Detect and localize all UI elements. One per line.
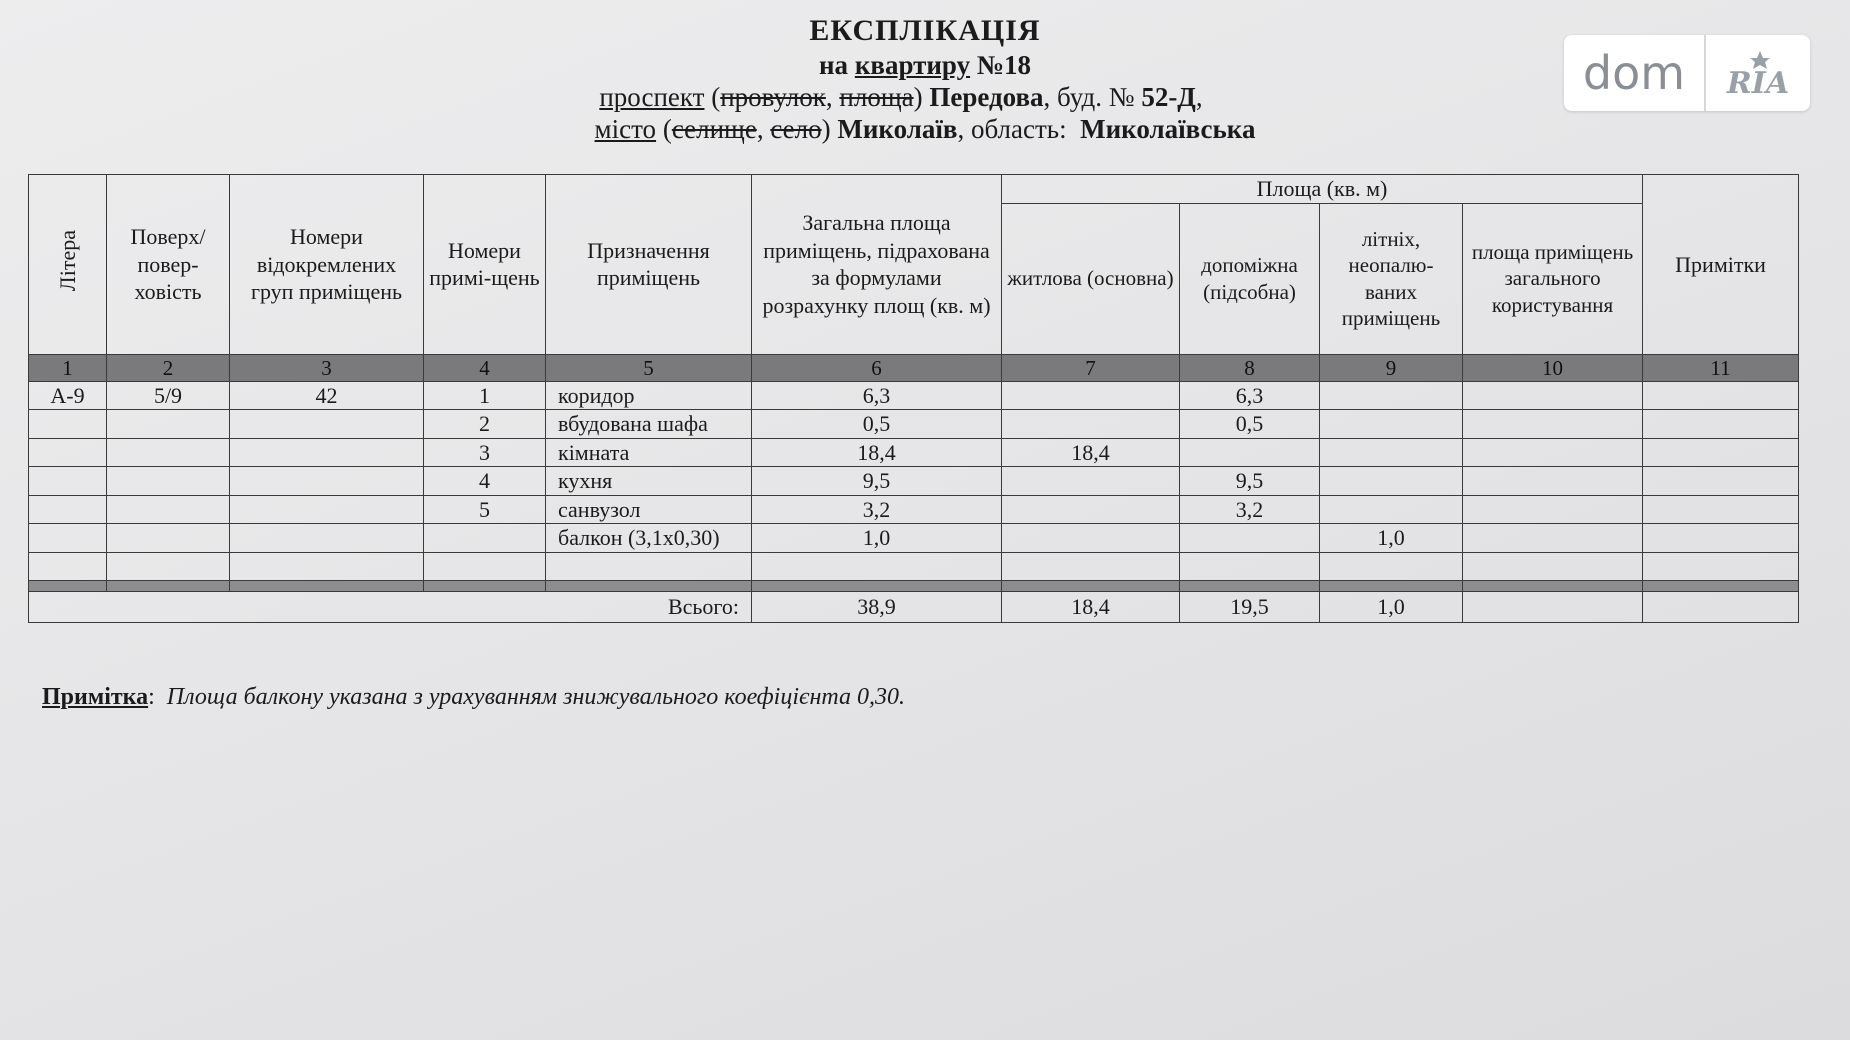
total-row [29, 591, 1799, 622]
cell-room-number: 3 [424, 438, 546, 467]
city-paren-open: ( [662, 114, 672, 144]
cell-common [1463, 552, 1643, 580]
cell-group: 42 [230, 381, 424, 410]
cell-notes [1643, 524, 1799, 553]
cell-floor [107, 495, 230, 524]
cell-notes [1643, 438, 1799, 467]
cell-total-area [752, 552, 1002, 580]
col-number: 1 [29, 354, 107, 381]
building-number: 52-Д [1141, 82, 1196, 112]
paren-close: ) [913, 82, 923, 112]
cell-litera [29, 524, 107, 553]
cell-group [230, 552, 424, 580]
cell-room-number [424, 552, 546, 580]
total-living: 18,4 [1002, 591, 1180, 622]
apartment-label: квартиру [854, 50, 971, 80]
cell-floor [107, 410, 230, 439]
cell-purpose: коридор [546, 381, 752, 410]
city-name: Миколаїв [837, 114, 958, 144]
column-number-row [29, 354, 1799, 381]
note-colon: : [148, 684, 155, 710]
cell-notes [1643, 410, 1799, 439]
cell-litera [29, 552, 107, 580]
city-alt-2: село [770, 114, 822, 144]
table-row [29, 524, 1799, 553]
street-type: проспект [599, 82, 705, 112]
cell-summer: 1,0 [1320, 524, 1463, 553]
cell-living [1002, 410, 1180, 439]
cell-group [230, 410, 424, 439]
cell-notes [1643, 495, 1799, 524]
ria-star-icon [1712, 45, 1804, 101]
paren-open: ( [711, 82, 721, 112]
col-header-room-numbers: Номери примі-щень [424, 175, 546, 355]
table-row [29, 381, 1799, 410]
logo-ria-mark [1706, 45, 1810, 101]
cell-room-number: 2 [424, 410, 546, 439]
cell-total-area: 18,4 [752, 438, 1002, 467]
building-end: , [1195, 82, 1203, 112]
table-separator-row [29, 580, 1799, 591]
cell-common [1463, 495, 1643, 524]
cell-auxiliary [1180, 524, 1320, 553]
cell-room-number: 4 [424, 467, 546, 496]
col-number: 7 [1002, 354, 1180, 381]
cell-room-number: 5 [424, 495, 546, 524]
cell-summer [1320, 381, 1463, 410]
cell-common [1463, 524, 1643, 553]
city-alt-1: селище [671, 114, 757, 144]
apartment-prefix: на [819, 50, 849, 80]
address-street-line [0, 82, 1826, 113]
cell-floor [107, 438, 230, 467]
total-notes [1643, 591, 1799, 622]
cell-auxiliary [1180, 438, 1320, 467]
table-row [29, 438, 1799, 467]
col-header-litera: Літера [29, 175, 107, 355]
cell-summer [1320, 410, 1463, 439]
cell-litera: А-9 [29, 381, 107, 410]
cell-common [1463, 381, 1643, 410]
cell-purpose: санвузол [546, 495, 752, 524]
cell-living [1002, 381, 1180, 410]
cell-total-area: 6,3 [752, 381, 1002, 410]
cell-living [1002, 524, 1180, 553]
cell-notes [1643, 467, 1799, 496]
col-header-living: житлова (основна) [1002, 203, 1180, 354]
cell-purpose: вбудована шафа [546, 410, 752, 439]
cell-room-number: 1 [424, 381, 546, 410]
cell-purpose [546, 552, 752, 580]
cell-notes [1643, 552, 1799, 580]
col-number: 10 [1463, 354, 1643, 381]
cell-auxiliary [1180, 552, 1320, 580]
note-label: Примітка [42, 684, 149, 710]
cell-summer [1320, 467, 1463, 496]
city-paren-close: ) [821, 114, 831, 144]
col-header-total-area: Загальна площа приміщень, підрахована за формулами розрахунку площ (кв. м) [752, 175, 1002, 355]
cell-floor [107, 524, 230, 553]
cell-living [1002, 552, 1180, 580]
street-alt-2: площа [839, 82, 914, 112]
table-row [29, 552, 1799, 580]
col-header-area-group: Площа (кв. м) [1002, 175, 1643, 204]
col-number: 6 [752, 354, 1002, 381]
footnote [42, 684, 905, 711]
table-row [29, 410, 1799, 439]
cell-notes [1643, 381, 1799, 410]
cell-group [230, 495, 424, 524]
comma: , [825, 82, 833, 112]
cell-total-area: 0,5 [752, 410, 1002, 439]
region-label: , область: [957, 114, 1067, 144]
col-header-auxiliary: допоміжна (підсобна) [1180, 203, 1320, 354]
cell-purpose: балкон (3,1х0,30) [546, 524, 752, 553]
total-area: 38,9 [752, 591, 1002, 622]
col-header-groups: Номери відокремлених груп приміщень [230, 175, 424, 355]
note-text: Площа балкону указана з урахуванням знижувального коефіцієнта 0,30. [166, 684, 905, 710]
col-header-summer: літніх, неопалю-ваних приміщень [1320, 203, 1463, 354]
cell-floor [107, 552, 230, 580]
col-number: 4 [424, 354, 546, 381]
cell-litera [29, 438, 107, 467]
building-label: , буд. № [1043, 82, 1142, 112]
table-row [29, 467, 1799, 496]
cell-floor: 5/9 [107, 381, 230, 410]
cell-auxiliary: 9,5 [1180, 467, 1320, 496]
cell-group [230, 438, 424, 467]
col-number: 9 [1320, 354, 1463, 381]
cell-group [230, 467, 424, 496]
region-name: Миколаївська [1080, 114, 1256, 144]
cell-litera [29, 495, 107, 524]
cell-purpose: кухня [546, 467, 752, 496]
city-type: місто [594, 114, 657, 144]
apartment-number: №18 [976, 50, 1031, 80]
address-city-line [0, 114, 1850, 145]
col-header-common: площа приміщень загального користування [1463, 203, 1643, 354]
cell-room-number [424, 524, 546, 553]
cell-total-area: 3,2 [752, 495, 1002, 524]
cell-living: 18,4 [1002, 438, 1180, 467]
total-common [1463, 591, 1643, 622]
street-alt-1: провулок [720, 82, 826, 112]
total-auxiliary: 19,5 [1180, 591, 1320, 622]
cell-common [1463, 438, 1643, 467]
cell-common [1463, 410, 1643, 439]
cell-summer [1320, 495, 1463, 524]
cell-litera [29, 467, 107, 496]
col-header-notes: Примітки [1643, 175, 1799, 355]
cell-living [1002, 467, 1180, 496]
logo-dom-text: dom [1582, 46, 1686, 100]
table-row [29, 495, 1799, 524]
cell-auxiliary: 3,2 [1180, 495, 1320, 524]
cell-group [230, 524, 424, 553]
col-number: 11 [1643, 354, 1799, 381]
cell-auxiliary: 0,5 [1180, 410, 1320, 439]
col-number: 3 [230, 354, 424, 381]
cell-total-area: 1,0 [752, 524, 1002, 553]
col-number: 5 [546, 354, 752, 381]
dom-ria-logo [1564, 35, 1810, 111]
cell-summer [1320, 552, 1463, 580]
svg-text:RIA: RIA [1726, 66, 1790, 101]
col-number: 2 [107, 354, 230, 381]
col-number: 8 [1180, 354, 1320, 381]
cell-summer [1320, 438, 1463, 467]
cell-purpose: кімната [546, 438, 752, 467]
total-summer: 1,0 [1320, 591, 1463, 622]
cell-common [1463, 467, 1643, 496]
cell-litera [29, 410, 107, 439]
cell-auxiliary: 6,3 [1180, 381, 1320, 410]
col-header-floor: Поверх/ повер-ховість [107, 175, 230, 355]
explication-table [28, 174, 1798, 623]
total-label: Всього: [29, 591, 752, 622]
cell-floor [107, 467, 230, 496]
street-name: Передова [929, 82, 1044, 112]
cell-living [1002, 495, 1180, 524]
city-comma: , [756, 114, 764, 144]
cell-total-area: 9,5 [752, 467, 1002, 496]
col-header-purpose: Призначення приміщень [546, 175, 752, 355]
document-title: ЕКСПЛІКАЦІЯ [809, 14, 1041, 47]
